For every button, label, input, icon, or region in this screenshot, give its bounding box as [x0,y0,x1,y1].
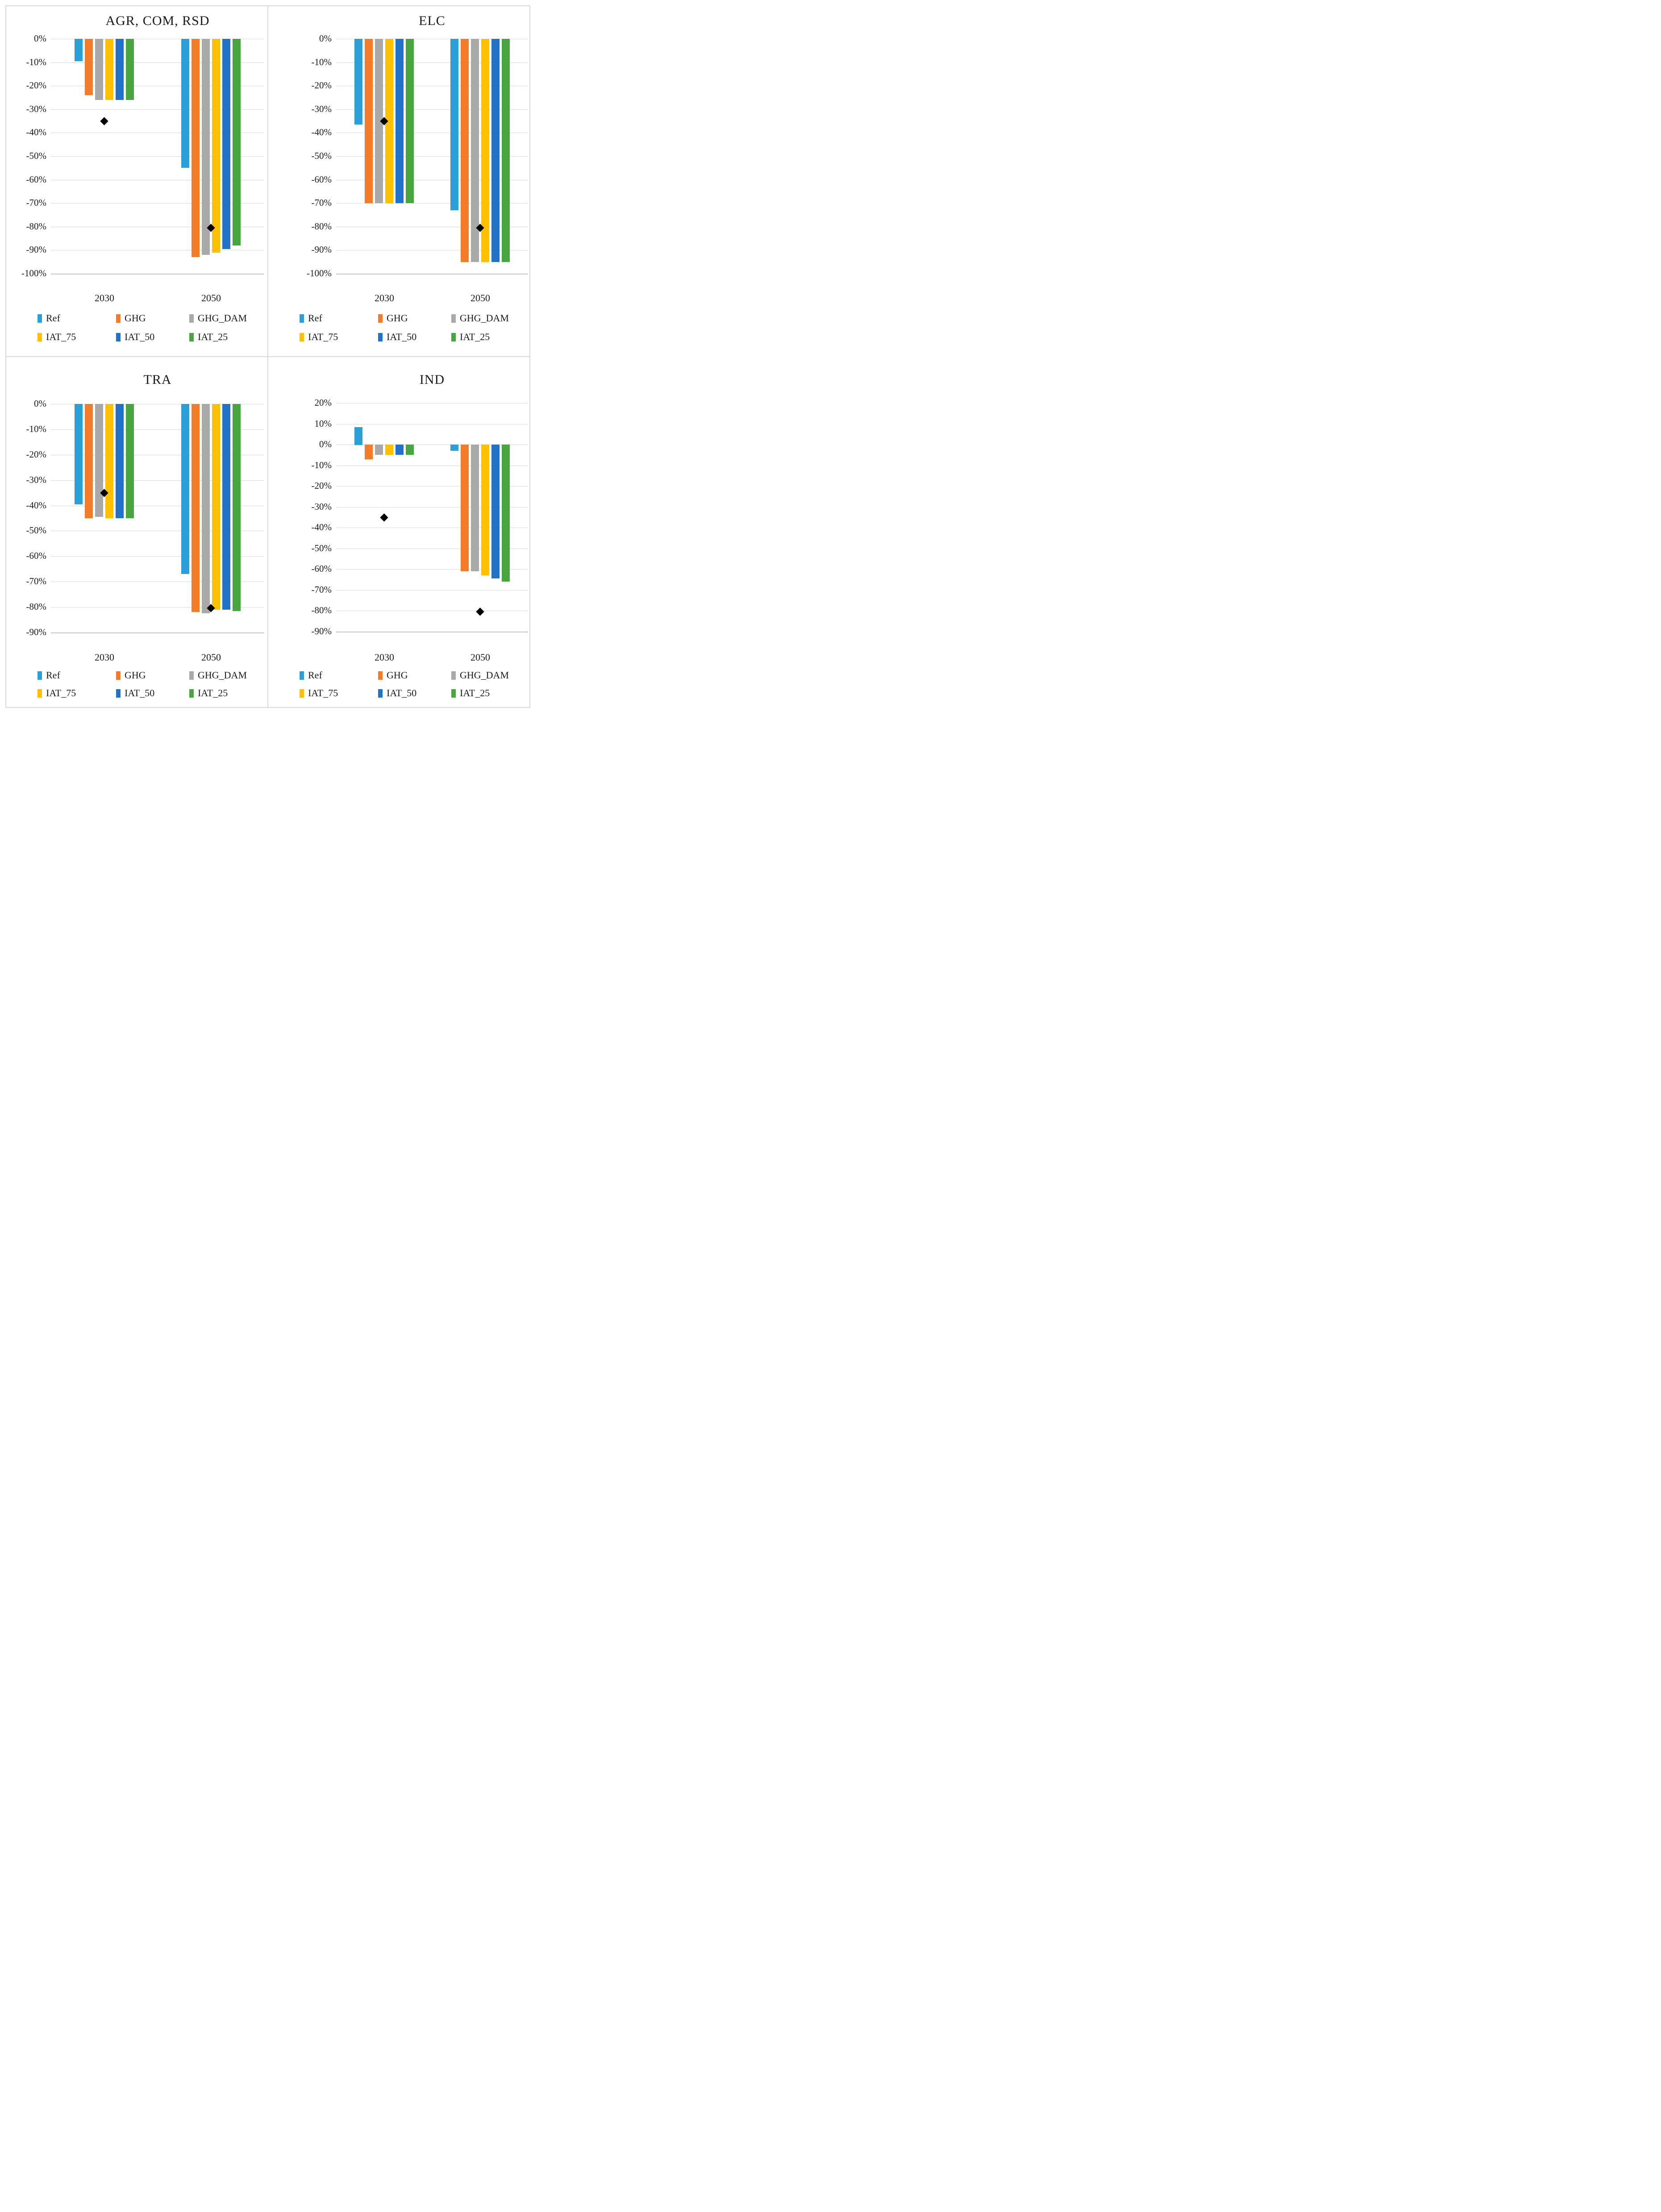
chart-title: TRA [143,372,172,387]
y-tick-label: -40% [311,127,332,138]
y-tick-label: -40% [26,499,46,511]
legend-item-iat_50 [116,687,154,699]
y-tick-label: -60% [26,550,46,561]
y-tick-label: -70% [311,584,332,595]
y-tick-label: -100% [21,268,46,279]
y-tick-label: -30% [26,474,46,485]
legend-item-ghg [378,312,408,324]
legend-swatch [300,314,304,323]
legend-swatch [189,314,194,323]
legend-item-ghg [378,669,408,681]
legend-swatch [451,333,456,341]
legend-label: IAT_25 [460,331,490,342]
legend-label: GHG_DAM [460,669,509,681]
chart-title: AGR, COM, RSD [105,13,210,28]
legend-swatch [300,333,304,341]
chart-panel-agr-com-rsd [6,6,267,356]
legend-swatch [37,314,42,323]
legend-item-ghg_dam [189,312,247,324]
legend-swatch [37,671,42,680]
legend-item-iat_25 [451,687,490,699]
legend-item-ref [300,312,322,324]
legend-label: Ref [308,312,322,324]
bar-iat_75-2030 [105,404,113,518]
bar-ref-2030 [75,39,83,61]
bar-ref-2050 [181,39,189,168]
bar-ghg-2030 [365,39,373,203]
legend-item-iat_25 [451,331,490,343]
legend-label: Ref [46,312,60,324]
bar-iat_50-2030 [395,39,404,203]
legend-swatch [378,689,383,698]
legend-label: IAT_25 [460,687,490,699]
chart-plot [336,39,528,274]
y-tick-label: -10% [26,423,46,434]
bar-ghg-2050 [461,445,469,571]
legend-item-iat_75 [37,687,76,699]
bar-iat_25-2030 [126,39,134,100]
bar-ghg_dam-2050 [471,445,479,571]
x-category-label: 2050 [201,292,221,304]
bar-iat_75-2030 [105,39,113,100]
chart-panel-ind [268,357,529,707]
chart-panel-tra [6,357,267,707]
x-category-label: 2030 [95,652,114,663]
y-tick-label: -80% [26,601,46,612]
legend-label: GHG [387,669,408,681]
y-tick-label: -30% [311,103,332,114]
y-tick-label: -90% [26,244,46,255]
legend-swatch [189,333,194,341]
bar-ghg-2050 [461,39,469,262]
legend-label: GHG [125,669,146,681]
bar-iat_25-2030 [406,39,414,203]
target-marker-2030 [100,117,108,125]
y-tick-label: -80% [311,605,332,616]
y-tick-label: -90% [311,626,332,636]
y-tick-label: -90% [26,627,46,637]
legend-swatch [378,314,383,323]
y-tick-label: -80% [26,220,46,232]
x-category-label: 2050 [470,292,490,304]
y-tick-label: -90% [311,244,332,255]
bar-ghg-2030 [365,445,373,459]
legend-swatch [37,333,42,341]
y-tick-label: -80% [311,220,332,232]
y-tick-label: -60% [26,174,46,185]
y-tick-label: -70% [26,576,46,587]
bar-ghg-2050 [191,404,200,612]
y-tick-label: 0% [34,33,46,44]
legend-item-ghg [116,669,146,681]
legend-label: GHG [387,312,408,324]
legend-item-iat_25 [189,687,228,699]
y-tick-label: -10% [311,459,332,470]
legend-item-ref [300,669,322,681]
chart-plot [51,39,264,274]
legend-label: IAT_25 [198,331,228,342]
x-category-label: 2030 [95,292,114,304]
legend-item-iat_75 [300,331,338,343]
bar-iat_50-2030 [116,39,124,100]
bar-ghg-2050 [191,39,200,257]
y-tick-label: -60% [311,563,332,574]
legend-swatch [378,671,383,680]
legend-swatch [451,314,456,323]
bar-iat_50-2050 [222,39,230,249]
bar-ref-2050 [450,39,458,210]
legend-item-ref [37,669,60,681]
bar-iat_50-2030 [116,404,124,518]
legend-label: IAT_50 [387,331,417,342]
legend-item-iat_50 [378,687,416,699]
bar-ref-2030 [75,404,83,504]
y-tick-label: -30% [311,501,332,512]
x-category-label: 2030 [375,292,394,304]
legend-label: Ref [46,669,60,681]
y-tick-label: -40% [26,127,46,138]
legend-swatch [300,671,304,680]
chart-plot [336,403,528,632]
legend-item-iat_25 [189,331,228,343]
chart-plot [51,404,264,632]
legend-swatch [116,671,121,680]
bar-ghg_dam-2050 [202,39,210,255]
bar-iat_25-2050 [233,404,241,611]
y-tick-label: 10% [314,418,332,429]
bar-ref-2050 [181,404,189,574]
bar-ghg_dam-2030 [375,445,383,455]
bar-ghg-2030 [85,404,93,518]
legend-label: GHG_DAM [198,312,247,324]
chart-title: ELC [419,13,445,28]
y-tick-label: -50% [311,542,332,553]
legend-label: IAT_50 [387,687,417,699]
y-tick-label: 0% [34,398,46,409]
bar-iat_75-2050 [212,39,220,253]
bar-iat_25-2050 [502,39,510,262]
legend-swatch [189,689,194,698]
bar-iat_25-2050 [502,445,510,582]
y-tick-label: -30% [26,103,46,114]
legend-item-iat_75 [37,331,76,343]
legend-item-ghg [116,312,146,324]
legend-swatch [378,333,383,341]
legend-label: IAT_25 [198,687,228,699]
figure [0,0,536,713]
chart-title: IND [419,372,445,387]
bar-ref-2030 [354,39,362,125]
legend-item-ghg_dam [189,669,247,681]
y-tick-label: 20% [314,397,332,408]
x-category-label: 2050 [201,652,221,663]
y-tick-label: 0% [319,439,332,450]
y-tick-label: -10% [311,56,332,67]
y-tick-label: -70% [311,197,332,208]
legend-label: GHG_DAM [460,312,509,324]
bar-iat_25-2050 [233,39,241,245]
legend-label: IAT_75 [308,687,338,699]
legend-swatch [451,671,456,680]
legend-item-ghg_dam [451,669,509,681]
bar-ghg-2030 [85,39,93,95]
chart-panel-elc [268,6,529,356]
legend-swatch [189,671,194,680]
bar-ref-2050 [450,445,458,451]
legend-swatch [37,689,42,698]
legend-swatch [300,689,304,698]
legend-item-iat_75 [300,687,338,699]
legend-item-ref [37,312,60,324]
y-tick-label: 0% [319,33,332,44]
bar-iat_75-2030 [385,445,393,455]
y-tick-label: -50% [26,150,46,161]
legend-item-iat_50 [378,331,416,343]
y-tick-label: -60% [311,174,332,185]
bar-iat_50-2030 [395,445,404,455]
y-tick-label: -100% [307,268,332,279]
legend-swatch [116,314,121,323]
legend-swatch [116,333,121,341]
legend-label: Ref [308,669,322,681]
legend-item-iat_50 [116,331,154,343]
x-category-label: 2030 [375,652,394,663]
legend-label: GHG_DAM [198,669,247,681]
legend-label: IAT_75 [308,331,338,342]
y-tick-label: -50% [311,150,332,161]
bar-ghg_dam-2050 [202,404,210,613]
x-category-label: 2050 [470,652,490,663]
bar-iat_50-2050 [491,445,500,578]
y-gridline [51,632,264,633]
legend-swatch [451,689,456,698]
y-tick-label: -20% [311,480,332,491]
y-tick-label: -50% [26,525,46,536]
bar-iat_25-2030 [126,404,134,518]
legend-item-ghg_dam [451,312,509,324]
target-marker-2030 [380,513,388,521]
bar-iat_75-2050 [481,445,489,575]
y-tick-label: -10% [26,56,46,67]
y-tick-label: -20% [26,449,46,460]
y-tick-label: -40% [311,522,332,533]
legend-label: GHG [125,312,146,324]
legend-swatch [116,689,121,698]
bar-ghg_dam-2030 [95,39,103,100]
y-tick-label: -70% [26,197,46,208]
legend-label: IAT_50 [125,331,155,342]
bar-ref-2030 [354,427,362,445]
bar-iat_75-2050 [212,404,220,610]
legend-label: IAT_75 [46,687,76,699]
bar-iat_50-2050 [491,39,500,262]
y-tick-label: -20% [26,80,46,91]
bar-iat_25-2030 [406,445,414,455]
legend-label: IAT_50 [125,687,155,699]
bar-ghg_dam-2030 [95,404,103,517]
bar-iat_50-2050 [222,404,230,610]
chart-grid [5,5,530,708]
y-tick-label: -20% [311,80,332,91]
legend-label: IAT_75 [46,331,76,342]
target-marker-2050 [476,607,484,615]
